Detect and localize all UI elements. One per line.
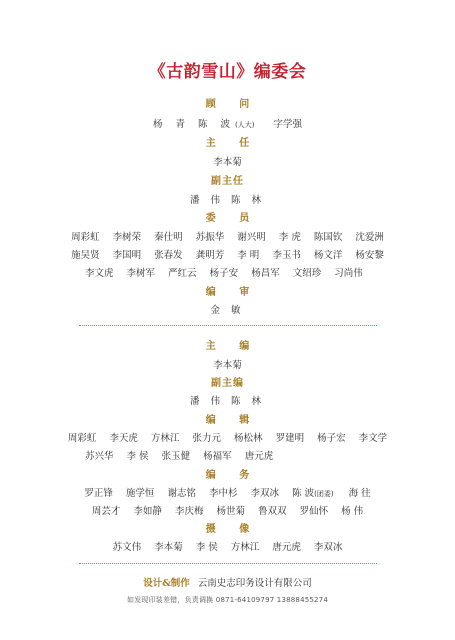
page-title: 《古韵雪山》编委会 [148, 62, 307, 82]
list-item: 罗建明 [275, 433, 305, 444]
chief-editor-section [0, 340, 455, 353]
list-item: 施学恒 [125, 488, 155, 499]
members-row-2 [0, 249, 455, 262]
list-item: 秦仕明 [154, 232, 183, 243]
chief-editor-heading: 主 编 [205, 341, 260, 352]
list-item: 杨子安 [209, 268, 239, 279]
list-item: 谢兴明 [237, 232, 266, 243]
advisors-names [0, 118, 455, 132]
list-item: 张力元 [192, 433, 221, 444]
list-item: 苏振华 [195, 232, 225, 243]
editors-heading: 编 辑 [205, 415, 260, 426]
vice-chief-editor-name: 潘 伟 陈 林 [189, 396, 266, 407]
director-names [0, 156, 455, 169]
list-item: 唐元虎 [244, 451, 274, 462]
list-item: 方林江 [230, 542, 260, 553]
list-item: 苏文伟 [112, 542, 142, 553]
vice-director-section [0, 175, 455, 188]
print-note: 如发现印装差错，负责调换 0871-64109797 13888455274 [126, 596, 328, 604]
vice-chief-editor-section [0, 377, 455, 390]
list-item: 习尚伟 [334, 268, 363, 279]
reviewer-names [0, 304, 455, 317]
list-item: 李 虎 [278, 232, 301, 243]
list-item: 李树荣 [112, 232, 142, 243]
chief-editor-name: 李本菊 [213, 360, 242, 371]
vice-director-name: 潘 伟 陈 林 [189, 195, 266, 206]
advisors-name-note: (人大) [235, 121, 255, 129]
design-label: 设计&制作 [143, 578, 190, 589]
advisors-name-last: 字学强 [273, 119, 303, 130]
list-item: 李中杉 [208, 488, 238, 499]
members-row-1 [0, 231, 455, 244]
photography-heading: 摄 像 [205, 524, 260, 535]
editors-section [0, 414, 455, 427]
list-item: 沈爱洲 [355, 232, 384, 243]
editors-row-2 [80, 450, 380, 463]
staff-section [0, 469, 455, 482]
design-company: 云南史志印务设计有限公司 [197, 578, 312, 589]
footer-divider [79, 563, 377, 564]
list-item: 杨安黎 [355, 250, 384, 261]
members-section [0, 212, 455, 225]
director-heading: 主 任 [205, 138, 260, 149]
list-item: 李双冰 [250, 488, 280, 499]
section-divider [79, 325, 377, 326]
advisors-name-group: 杨 青 陈 波 [152, 119, 236, 130]
list-item: 杨子宏 [317, 433, 346, 444]
list-item: 李天虎 [109, 433, 138, 444]
advisors-heading: 顾 问 [205, 99, 260, 110]
director-name: 李本菊 [213, 157, 242, 168]
photography-names [0, 541, 455, 554]
list-item: 李文学 [358, 433, 388, 444]
list-item: 李 侯 [195, 542, 218, 553]
advisors-section [0, 98, 455, 111]
vice-chief-editor-heading: 副主编 [211, 378, 244, 389]
list-item: 杨文洋 [313, 250, 343, 261]
vice-director-heading: 副主任 [211, 176, 244, 187]
list-item: 杨松林 [234, 433, 263, 444]
list-item: 李本菊 [154, 542, 183, 553]
list-item: 李如静 [133, 506, 162, 517]
list-item: 鲁双双 [258, 506, 287, 517]
chief-editor-names [0, 359, 455, 372]
director-section [0, 137, 455, 150]
list-item: 杨昌军 [251, 268, 280, 279]
reviewer-section [0, 286, 455, 299]
editors-row-1 [0, 432, 455, 445]
list-item: 李文虎 [85, 268, 114, 279]
list-item: 周彩虹 [71, 232, 100, 243]
staff-row-2 [0, 505, 455, 518]
list-item: 苏兴华 [85, 451, 114, 462]
list-item: 方林江 [150, 433, 180, 444]
list-item: 李 明 [237, 250, 260, 261]
list-item: 海 往 [348, 488, 371, 499]
list-item: 杨 伟 [341, 506, 364, 517]
photography-section [0, 523, 455, 536]
list-item: 张玉健 [161, 451, 191, 462]
list-item: 陈国钦 [313, 232, 343, 243]
list-item: 周芸才 [91, 506, 121, 517]
members-heading: 委 员 [205, 213, 260, 224]
list-item: 张春发 [154, 250, 183, 261]
vice-chief-editor-names [0, 395, 455, 408]
list-item: 罗仙怀 [299, 506, 329, 517]
list-item: 李庆梅 [174, 506, 204, 517]
list-item: 严红云 [168, 268, 197, 279]
list-item: 杨福军 [203, 451, 232, 462]
list-item: 李 侯 [126, 451, 149, 462]
list-item: 周彩虹 [67, 433, 97, 444]
list-item: 谢志铭 [167, 488, 196, 499]
list-item-note: (团委) [314, 490, 334, 498]
list-item: 杨世菊 [216, 506, 245, 517]
list-item: 李树军 [126, 268, 156, 279]
list-item: 陈 波 [292, 488, 315, 499]
list-item: 李玉书 [272, 250, 301, 261]
list-item: 李国明 [112, 250, 142, 261]
list-item: 李双冰 [313, 542, 343, 553]
staff-heading: 编 务 [205, 470, 260, 481]
vice-director-names [0, 194, 455, 207]
staff-row-1 [0, 487, 455, 501]
design-credit [0, 575, 455, 589]
reviewer-heading: 编 审 [205, 287, 260, 298]
list-item: 龚明芳 [195, 250, 225, 261]
list-item: 施吴贤 [71, 250, 100, 261]
list-item: 罗正锋 [84, 488, 113, 499]
members-row-3 [80, 267, 380, 280]
list-item: 文绍珍 [292, 268, 322, 279]
list-item: 唐元虎 [272, 542, 301, 553]
reviewer-name: 金 敏 [210, 305, 245, 316]
